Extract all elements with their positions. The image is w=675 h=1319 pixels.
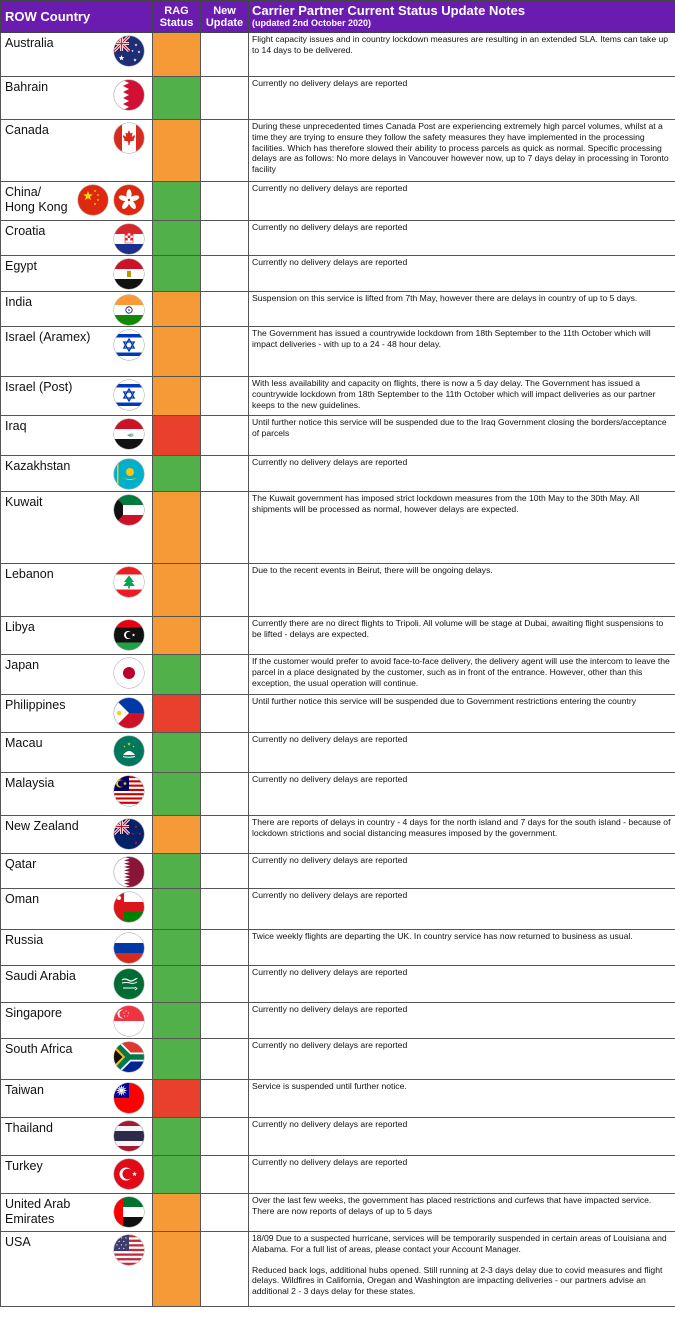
header-row <box>1 1 675 33</box>
table-row-philippines <box>1 695 675 733</box>
flag-us-icon <box>114 1235 144 1265</box>
country-cell <box>1 930 153 966</box>
note-text: Over the last few weeks, the government has placed restrictions and curfews that have impacted service. There are now reports of delays of up to 5 days <box>252 1195 652 1216</box>
flag-tr-icon <box>114 1159 144 1189</box>
flag-au-icon <box>114 36 144 66</box>
table-row-singapore <box>1 1003 675 1039</box>
note-text: Currently there are no direct flights to Tripoli. All volume will be stage at Dubai, awaiting flight suspensions to be lifted - delays are expected. <box>252 618 664 639</box>
new-update-cell <box>201 1118 249 1156</box>
country-cell <box>1 292 153 327</box>
rag-status-amber <box>153 1232 201 1307</box>
status-notes <box>249 182 675 221</box>
note-text: Due to the recent events in Beirut, there will be ongoing delays. <box>252 565 493 575</box>
country-cell <box>1 655 153 695</box>
note-text: Until further notice this service will be suspended due to the Iraq Government closing the borders/acceptance of parcels <box>252 417 667 438</box>
country-cell <box>1 1194 153 1232</box>
note-text: Currently no delivery delays are reported <box>252 890 408 900</box>
status-notes <box>249 1156 675 1194</box>
country-name: United Arab Emirates <box>5 1197 71 1226</box>
table-row-egypt <box>1 256 675 292</box>
rag-status-green <box>153 655 201 695</box>
new-update-cell <box>201 120 249 182</box>
new-update-cell <box>201 1232 249 1307</box>
rag-status-amber <box>153 33 201 77</box>
rag-status-amber <box>153 564 201 617</box>
svg-text:ﷲ: ﷲ <box>127 432 131 439</box>
new-update-cell <box>201 77 249 120</box>
country-name: Kuwait <box>5 495 43 509</box>
status-notes <box>249 416 675 456</box>
status-notes <box>249 33 675 77</box>
flag-bh-icon <box>114 80 144 110</box>
country-name: Egypt <box>5 259 37 273</box>
country-name: Israel (Post) <box>5 380 73 394</box>
note-text: The Government has issued a countrywide lockdown from 18th September to the 11th October which will impact deliveries - with up to a 24 - 48 hour delay. <box>252 328 651 349</box>
header-notes <box>249 1 675 33</box>
country-name: Japan <box>5 658 40 672</box>
country-name: Australia <box>5 36 54 50</box>
flag-jp-icon <box>114 658 144 688</box>
country-name: Turkey <box>5 1159 43 1173</box>
country-cell <box>1 77 153 120</box>
country-name: Taiwan <box>5 1083 44 1097</box>
country-cell <box>1 33 153 77</box>
country-cell <box>1 256 153 292</box>
rag-status-green <box>153 221 201 256</box>
new-update-cell <box>201 816 249 854</box>
country-name: Qatar <box>5 857 37 871</box>
table-row-thailand <box>1 1118 675 1156</box>
rag-status-red <box>153 695 201 733</box>
rag-status-green <box>153 1003 201 1039</box>
flag-kw-icon <box>114 495 144 525</box>
note-text: During these unprecedented times Canada Post are experiencing extremely high parcel volumes, whilst at a time they are trying to ensure they follow the safety measures they have implemented in the processing facilities. Which has therefore slowed their ability to process parcels as quick as normal. Specific processing delays are as follows: No more delays in Vancouver however now, up to 7 days delay in processing in Toronto facility <box>252 121 669 175</box>
country-name: Saudi Arabia <box>5 969 76 983</box>
note-text: Suspension on this service is lifted from 7th May, however there are delays in country of up to 5 days. <box>252 293 638 303</box>
table-row-india <box>1 292 675 327</box>
new-update-cell <box>201 966 249 1003</box>
status-notes <box>249 1194 675 1232</box>
status-notes <box>249 221 675 256</box>
country-name: Oman <box>5 892 40 906</box>
rag-status-green <box>153 733 201 773</box>
status-notes <box>249 733 675 773</box>
table-row-israel-post <box>1 377 675 416</box>
note-text: Currently no delivery delays are reported <box>252 183 408 193</box>
country-name: Israel (Aramex) <box>5 330 91 344</box>
status-notes <box>249 564 675 617</box>
country-cell <box>1 120 153 182</box>
flag-hr-icon <box>114 224 144 254</box>
table-row-kuwait <box>1 492 675 564</box>
new-update-cell <box>201 1194 249 1232</box>
flag-lb-icon <box>114 567 144 597</box>
country-cell <box>1 1232 153 1307</box>
rag-status-green <box>153 77 201 120</box>
new-update-cell <box>201 292 249 327</box>
table-row-iraq <box>1 416 675 456</box>
country-cell <box>1 966 153 1003</box>
note-text: Currently no delivery delays are reported <box>252 1157 408 1167</box>
table-row-kazakhstan <box>1 456 675 492</box>
country-cell <box>1 1039 153 1080</box>
status-notes <box>249 377 675 416</box>
rag-status-green <box>153 966 201 1003</box>
status-notes <box>249 1039 675 1080</box>
flag-tw-icon <box>114 1083 144 1113</box>
table-row-south-africa <box>1 1039 675 1080</box>
note-text: Currently no delivery delays are reported <box>252 78 408 88</box>
flag-my-icon <box>114 776 144 806</box>
note-text-2: Reduced back logs, additional hubs opened. Still running at 2-3 days delay due to covid measures and flight delays. Wildfires in California, Oregan and Washington are impacting deliveries - our partners advise an additional 2 - 3 days delay for these states. <box>252 1264 663 1297</box>
flag-ru-icon <box>114 933 144 963</box>
country-name: Bahrain <box>5 80 49 94</box>
flag-ae-icon <box>114 1197 144 1227</box>
new-update-cell <box>201 416 249 456</box>
table-row-united-arab-emirates <box>1 1194 675 1232</box>
new-update-cell <box>201 930 249 966</box>
rag-status-amber <box>153 120 201 182</box>
note-text: Until further notice this service will be suspended due to Government restrictions entering the country <box>252 696 637 706</box>
note-text: Service is suspended until further notice. <box>252 1081 407 1091</box>
note-text: Currently no delivery delays are reported <box>252 222 408 232</box>
new-update-cell <box>201 854 249 889</box>
country-cell <box>1 695 153 733</box>
country-name: Croatia <box>5 224 46 238</box>
note-text: The Kuwait government has imposed strict lockdown measures from the 10th May to the 30th May. All shipments will be processed as normal, however delays are expected. <box>252 493 640 514</box>
rag-status-amber <box>153 492 201 564</box>
flag-ly-icon <box>114 620 144 650</box>
flag-hk-icon <box>114 185 144 215</box>
note-text: Currently no delivery delays are reported <box>252 734 408 744</box>
flag-th-icon <box>114 1121 144 1151</box>
table-row-croatia <box>1 221 675 256</box>
flag-il-icon <box>114 380 144 410</box>
country-name: New Zealand <box>5 819 79 833</box>
note-text: Currently no delivery delays are reported <box>252 855 408 865</box>
rag-status-red <box>153 1080 201 1118</box>
country-cell <box>1 1156 153 1194</box>
flag-om-icon <box>114 892 144 922</box>
country-name: Kazakhstan <box>5 459 71 473</box>
rag-status-green <box>153 889 201 930</box>
table-row-new-zealand <box>1 816 675 854</box>
rag-status-amber <box>153 327 201 377</box>
header-notes-subtitle: (updated 2nd October 2020) <box>252 17 372 28</box>
country-name: Russia <box>5 933 44 947</box>
status-notes <box>249 1003 675 1039</box>
flag-ca-icon <box>114 123 144 153</box>
rag-status-amber <box>153 617 201 655</box>
new-update-cell <box>201 256 249 292</box>
country-cell <box>1 773 153 816</box>
note-text: Currently no delivery delays are reported <box>252 967 408 977</box>
status-notes <box>249 120 675 182</box>
new-update-cell <box>201 655 249 695</box>
country-name: Macau <box>5 736 43 750</box>
status-notes <box>249 492 675 564</box>
country-cell <box>1 221 153 256</box>
country-name: Philippines <box>5 698 66 712</box>
status-notes <box>249 456 675 492</box>
flag-eg-icon <box>114 259 144 289</box>
new-update-cell <box>201 617 249 655</box>
rag-status-green <box>153 456 201 492</box>
note-text: Twice weekly flights are departing the UK. In country service has now returned to business as usual. <box>252 931 633 941</box>
status-notes <box>249 256 675 292</box>
new-update-cell <box>201 182 249 221</box>
note-text: If the customer would prefer to avoid face-to-face delivery, the delivery agent will use the intercom to leave the parcel in a place designated by the customer, such as in front of the entrance. However, other than this exception, the usual operation will continue. <box>252 656 670 688</box>
note-text: There are reports of delays in country - 4 days for the north island and 7 days for the south island - because of lockdown strictions and social distancing measures imposed by the government. <box>252 817 671 838</box>
rag-status-red <box>153 416 201 456</box>
table-row-qatar <box>1 854 675 889</box>
status-notes <box>249 655 675 695</box>
status-notes <box>249 773 675 816</box>
flag-za-icon <box>114 1042 144 1072</box>
country-name: India <box>5 295 33 309</box>
country-name: Malaysia <box>5 776 55 790</box>
table-row-usa <box>1 1232 675 1307</box>
table-row-taiwan <box>1 1080 675 1118</box>
flag-qa-icon <box>114 857 144 887</box>
table-row-libya <box>1 617 675 655</box>
header-notes-title: Carrier Partner Current Status Update Notes <box>252 2 526 18</box>
note-text: With less availability and capacity on flights, there is now a 5 day delay. The Government has issued a countrywide lockdown from 18th September to the 11th October which will impact deliveries as our partner keeps to the new guidelines. <box>252 378 656 410</box>
new-update-cell <box>201 456 249 492</box>
country-name: Lebanon <box>5 567 54 581</box>
status-notes <box>249 854 675 889</box>
status-notes <box>249 930 675 966</box>
flag-sg-icon <box>114 1006 144 1036</box>
table-row-russia <box>1 930 675 966</box>
status-notes <box>249 816 675 854</box>
rag-status-green <box>153 773 201 816</box>
country-cell <box>1 416 153 456</box>
status-notes <box>249 889 675 930</box>
status-notes <box>249 77 675 120</box>
flag-nz-icon <box>114 819 144 849</box>
rag-status-green <box>153 1118 201 1156</box>
rag-status-amber <box>153 1194 201 1232</box>
country-cell <box>1 1003 153 1039</box>
note-text: 18/09 Due to a suspected hurricane, services will be temporarily suspended in certain areas of Louisiana and Alabama. For a full list of areas, please contact your Account Manager. <box>252 1233 667 1254</box>
table-row-macau <box>1 733 675 773</box>
note-text: Currently no delivery delays are reported <box>252 774 408 784</box>
table-row-canada <box>1 120 675 182</box>
country-name: Libya <box>5 620 35 634</box>
flag-in-icon <box>114 295 144 325</box>
note-text: Currently no delivery delays are reported <box>252 1119 408 1129</box>
rag-status-green <box>153 854 201 889</box>
table-row-china-hong-kong <box>1 182 675 221</box>
status-notes <box>249 292 675 327</box>
status-notes <box>249 617 675 655</box>
new-update-cell <box>201 492 249 564</box>
country-name: Thailand <box>5 1121 53 1135</box>
new-update-cell <box>201 1039 249 1080</box>
flag-sa-icon <box>114 969 144 999</box>
new-update-cell <box>201 733 249 773</box>
note-text: Currently no delivery delays are reported <box>252 1040 408 1050</box>
flag-ph-icon <box>114 698 144 728</box>
rag-status-green <box>153 182 201 221</box>
flag-kz-icon <box>114 459 144 489</box>
country-cell <box>1 854 153 889</box>
new-update-cell <box>201 221 249 256</box>
note-text: Flight capacity issues and in country lockdown measures are resulting in an extended SLA. Items can take up to 14 days to be delivered. <box>252 34 669 55</box>
country-name: Iraq <box>5 419 27 433</box>
note-text: Currently no delivery delays are reported <box>252 1004 408 1014</box>
country-cell <box>1 564 153 617</box>
rag-status-green <box>153 930 201 966</box>
new-update-cell <box>201 377 249 416</box>
table-row-japan <box>1 655 675 695</box>
country-name: South Africa <box>5 1042 73 1056</box>
flag-iq-icon <box>114 419 144 449</box>
new-update-cell <box>201 1003 249 1039</box>
country-name: Singapore <box>5 1006 62 1020</box>
rag-status-amber <box>153 377 201 416</box>
new-update-cell <box>201 889 249 930</box>
status-notes <box>249 1232 675 1307</box>
new-update-cell <box>201 773 249 816</box>
header-new-update: New Update <box>201 1 249 33</box>
table-row-turkey <box>1 1156 675 1194</box>
table-row-australia <box>1 33 675 77</box>
flag-mo-icon <box>114 736 144 766</box>
country-cell <box>1 456 153 492</box>
country-cell <box>1 733 153 773</box>
header-rag-status: RAG Status <box>153 1 201 33</box>
country-cell <box>1 327 153 377</box>
table-row-malaysia <box>1 773 675 816</box>
new-update-cell <box>201 1080 249 1118</box>
table-row-saudi-arabia <box>1 966 675 1003</box>
new-update-cell <box>201 33 249 77</box>
country-cell <box>1 377 153 416</box>
country-cell <box>1 1080 153 1118</box>
table-row-israel-aramex <box>1 327 675 377</box>
note-text: Currently no delivery delays are reported <box>252 457 408 467</box>
table-row-lebanon <box>1 564 675 617</box>
rag-status-green <box>153 1156 201 1194</box>
country-cell <box>1 816 153 854</box>
rag-status-green <box>153 1039 201 1080</box>
table-row-oman <box>1 889 675 930</box>
country-cell <box>1 182 153 221</box>
header-country: ROW Country <box>1 1 153 33</box>
country-name: USA <box>5 1235 31 1249</box>
new-update-cell <box>201 564 249 617</box>
status-notes <box>249 1118 675 1156</box>
flag-cn-icon <box>78 185 108 215</box>
new-update-cell <box>201 1156 249 1194</box>
status-notes <box>249 1080 675 1118</box>
note-text: Currently no delivery delays are reported <box>252 257 408 267</box>
country-cell <box>1 617 153 655</box>
rag-status-amber <box>153 292 201 327</box>
country-cell <box>1 492 153 564</box>
new-update-cell <box>201 695 249 733</box>
country-cell <box>1 1118 153 1156</box>
country-name: China/ Hong Kong <box>5 185 68 214</box>
country-cell <box>1 889 153 930</box>
status-notes <box>249 695 675 733</box>
new-update-cell <box>201 327 249 377</box>
flag-il-icon <box>114 330 144 360</box>
country-name: Canada <box>5 123 49 137</box>
rag-status-amber <box>153 816 201 854</box>
status-notes <box>249 327 675 377</box>
rag-status-green <box>153 256 201 292</box>
status-notes <box>249 966 675 1003</box>
table-row-bahrain <box>1 77 675 120</box>
